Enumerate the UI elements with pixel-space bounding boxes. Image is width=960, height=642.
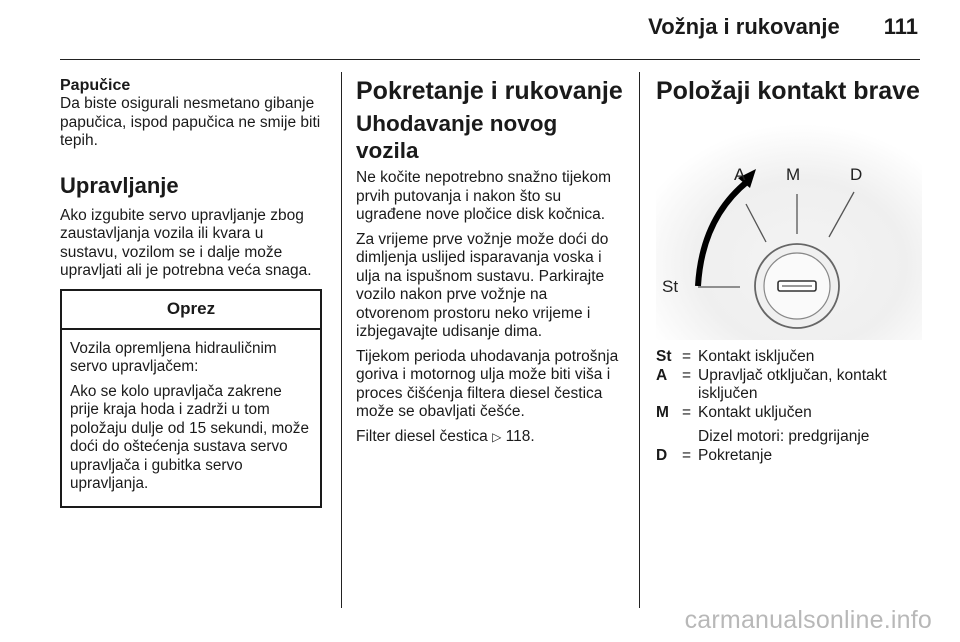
page-header bbox=[648, 14, 918, 40]
page-ref-link[interactable]: 118. bbox=[505, 427, 535, 445]
section-subtitle: Uhodavanje novog vozila bbox=[356, 111, 558, 163]
legend-m-extra: Dizel motori: predgrijanje bbox=[698, 428, 870, 445]
page-ref-icon: ▷ bbox=[492, 429, 502, 444]
ignition-diagram bbox=[656, 124, 922, 340]
label-d: D bbox=[850, 165, 863, 184]
pedals-title: Papučice bbox=[60, 77, 131, 94]
column-divider-1 bbox=[341, 72, 342, 608]
breakin-para-4 bbox=[356, 428, 624, 447]
caution-box bbox=[60, 289, 322, 508]
header-rule bbox=[60, 59, 920, 60]
legend-row-st: St = Kontakt isključen bbox=[656, 348, 815, 365]
legend-row-a: A = Upravljač otključan, kontakt isključen bbox=[656, 366, 887, 402]
label-a: A bbox=[734, 165, 746, 184]
legend-row-m: M = Kontakt uključen bbox=[656, 403, 812, 421]
caution-para-1: Vozila opremljena hidrauličnim servo upravljačem: bbox=[70, 339, 277, 375]
pedals-text: Da biste osigurali nesmetano gibanje papučica, ispod papučica ne smije biti tepih. bbox=[60, 95, 321, 149]
column-1 bbox=[60, 76, 324, 508]
header-title: Vožnja i rukovanje bbox=[648, 14, 840, 39]
ignition-title: Položaji kontakt brave bbox=[656, 77, 920, 105]
page-number: 111 bbox=[883, 14, 918, 39]
breakin-para-2: Za vrijeme prve vožnje može doći do dimljenja uslijed isparavanja voska i ulja na ispušnom sustavu. Parkirajte vozilo nakon prve vožnje na otvorenom prostoru neko vrijeme i izbjegavajte udisanje dima. bbox=[356, 230, 609, 340]
ignition-figure bbox=[656, 124, 922, 340]
caution-title: Oprez bbox=[62, 291, 320, 330]
watermark: carmanualsonline.info bbox=[684, 606, 932, 634]
label-st: St bbox=[662, 277, 679, 296]
section-title: Pokretanje i rukovanje bbox=[356, 77, 623, 105]
legend-row-d: D = Pokretanje bbox=[656, 446, 773, 464]
caution-body bbox=[62, 330, 320, 506]
filter-text: Filter diesel čestica bbox=[356, 427, 488, 445]
column-2 bbox=[356, 76, 624, 452]
caution-para-2: Ako se kolo upravljača zakrene prije kraja hoda i zadrži u tom položaju dulje od 15 sekundi, može doći do oštećenja sustava servo upravljača i gubitka servo upravljanja. bbox=[70, 382, 309, 492]
label-m: M bbox=[786, 165, 801, 184]
legend bbox=[656, 348, 922, 465]
steering-text: Ako izgubite servo upravljanje zbog zaustavljanja vozila ili kvara u sustavu, vozilom se i dalje može upravljati ali je potrebna veća snaga. bbox=[60, 206, 312, 279]
breakin-para-1: Ne kočite nepotrebno snažno tijekom prvih putovanja i nakon što su ugrađene nove pločice disk kočnica. bbox=[356, 169, 612, 223]
breakin-para-3: Tijekom perioda uhodavanja potrošnja goriva i motornog ulja može biti viša i proces čišćenja filtera diesel čestica može se obavljati češće. bbox=[356, 347, 619, 420]
column-3 bbox=[656, 76, 922, 465]
column-divider-2 bbox=[639, 72, 640, 608]
steering-title: Upravljanje bbox=[60, 172, 179, 198]
